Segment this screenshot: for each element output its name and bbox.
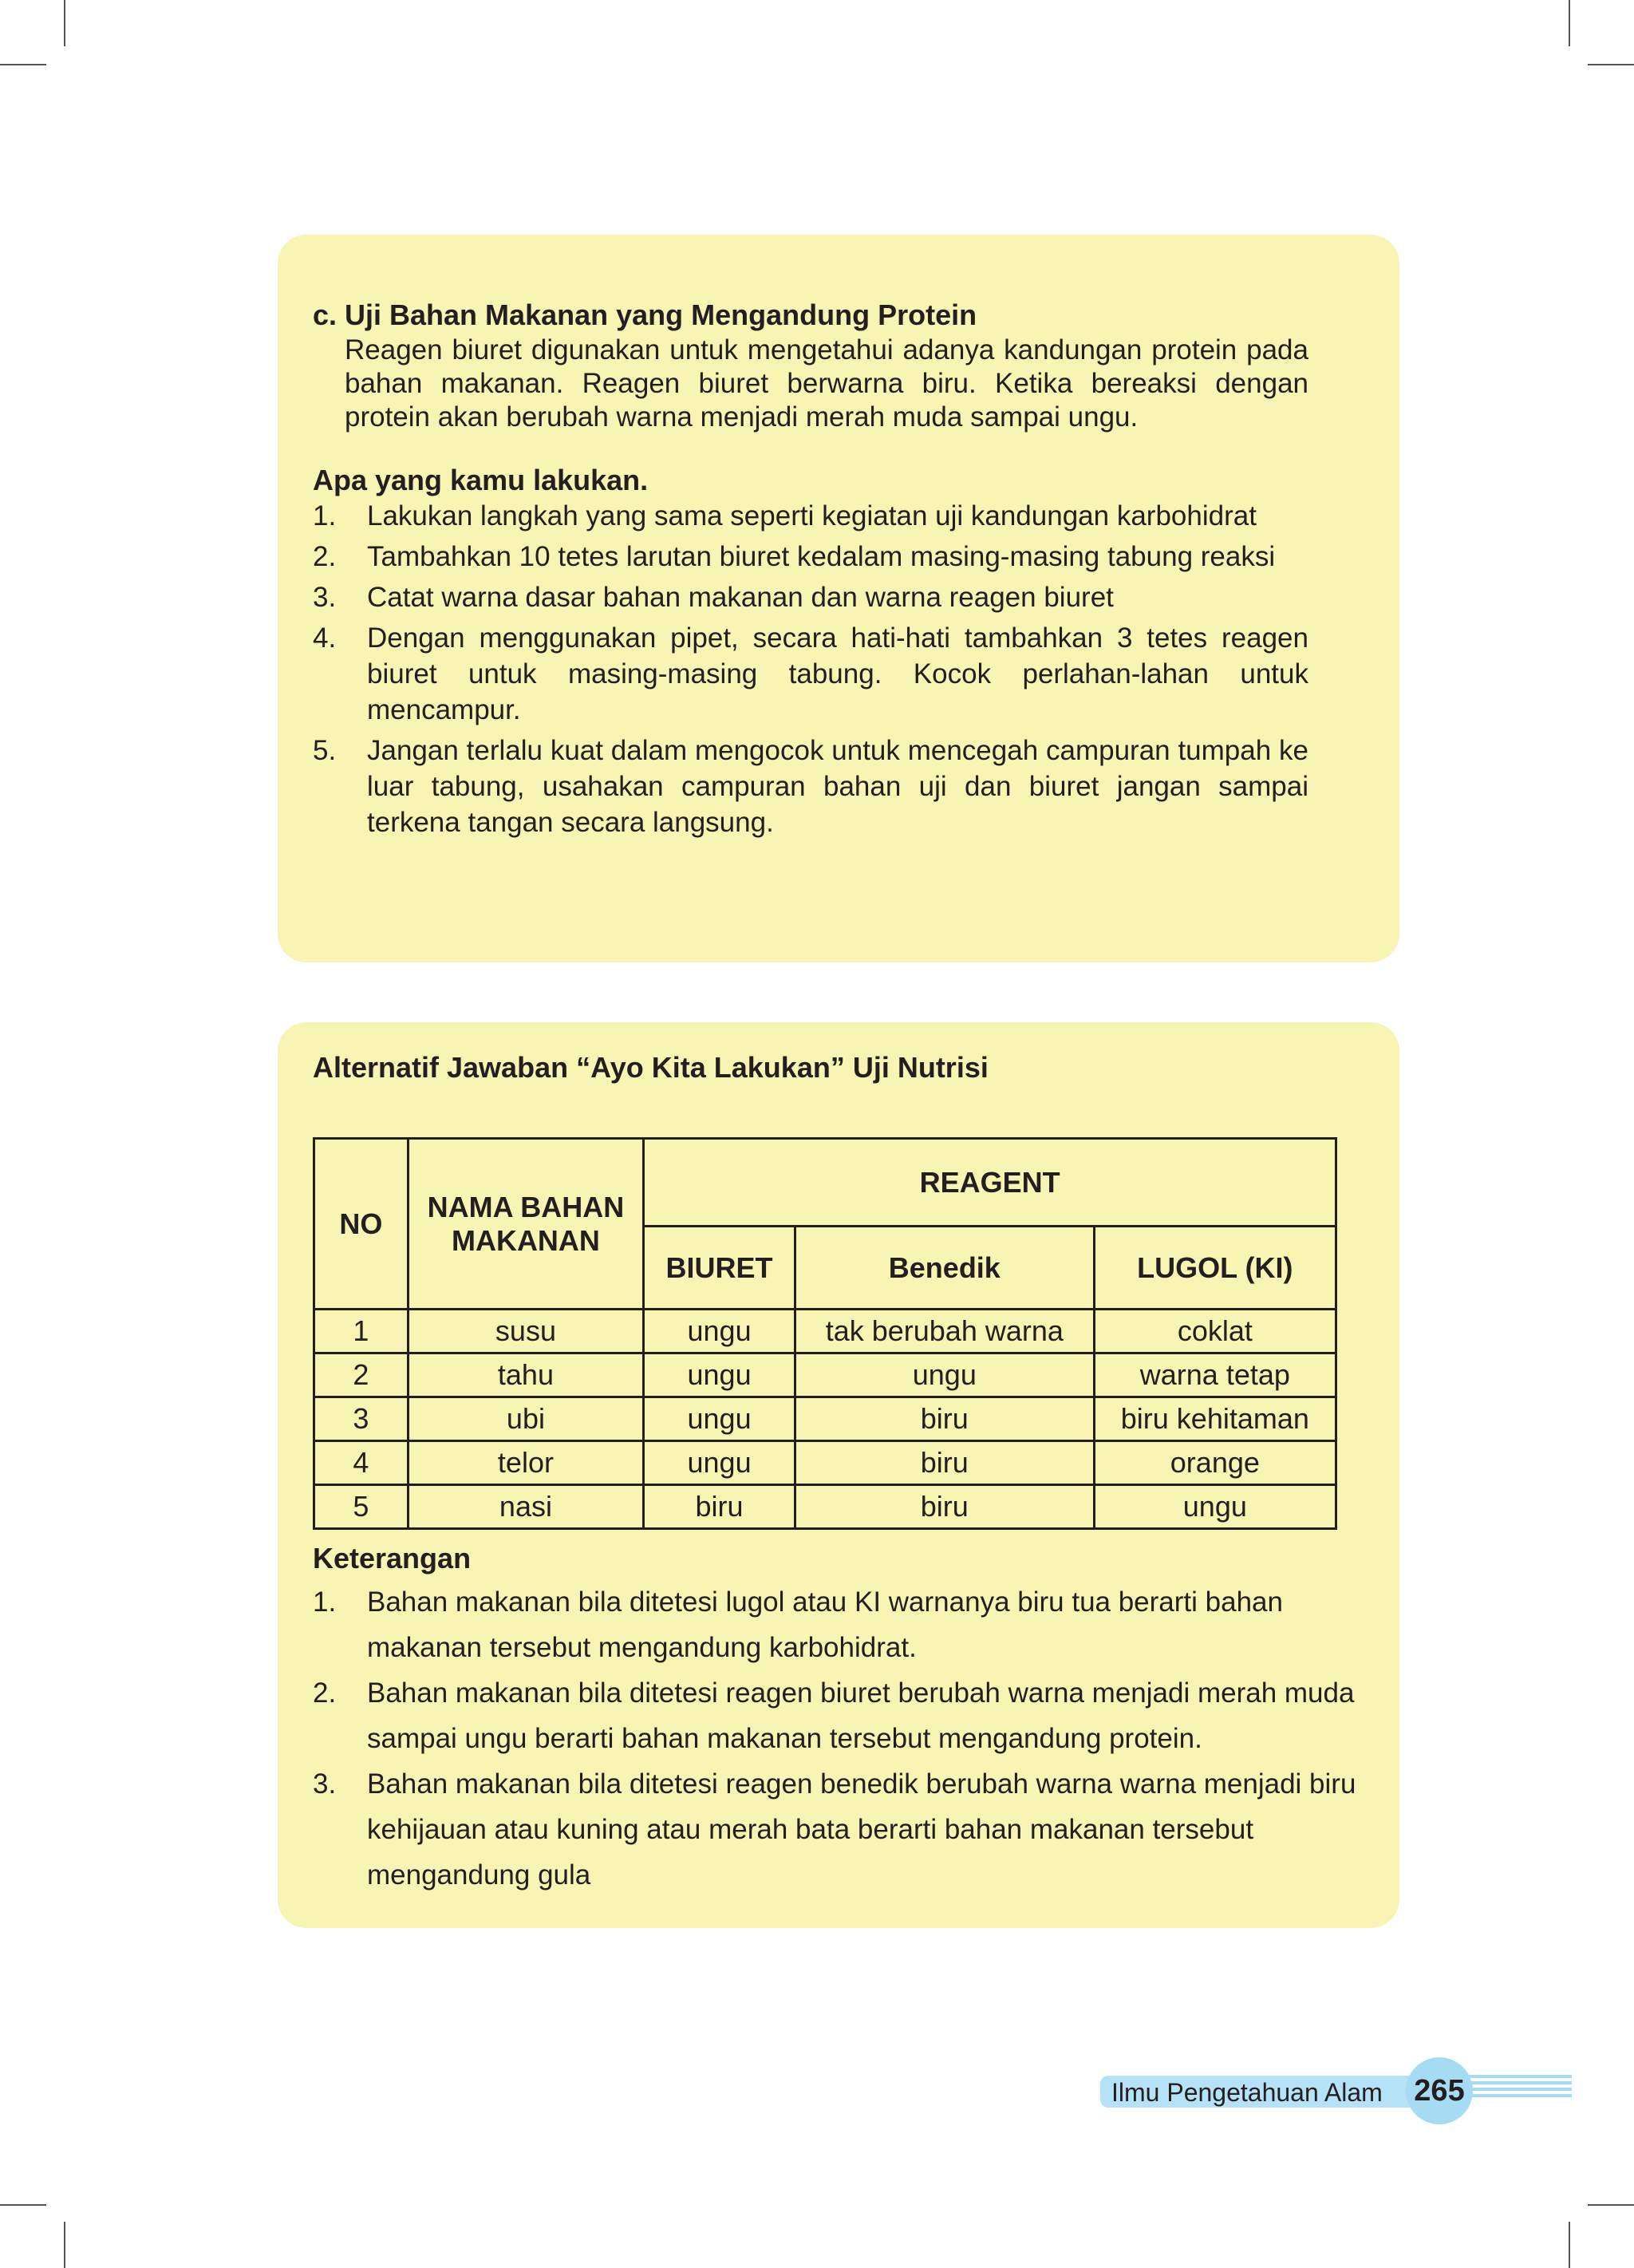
- page-number: 265: [1406, 2057, 1473, 2124]
- note-number: 1.: [313, 1586, 337, 1618]
- cell-benedik: ungu: [795, 1353, 1094, 1397]
- table-row: [314, 1485, 1336, 1529]
- cell-lugol: coklat: [1094, 1310, 1336, 1353]
- notes-list: [313, 1579, 1374, 1898]
- crop-mark: [64, 2222, 65, 2268]
- list-item: [313, 620, 1308, 728]
- cell-nama: telor: [408, 1441, 643, 1485]
- cell-nama: tahu: [408, 1353, 643, 1397]
- cell-lugol: orange: [1094, 1441, 1336, 1485]
- list-item: [313, 1670, 1374, 1761]
- cell-biuret: ungu: [644, 1353, 795, 1397]
- cell-lugol: biru kehitaman: [1094, 1397, 1336, 1441]
- cell-biuret: biru: [644, 1485, 795, 1529]
- header-benedik: Benedik: [795, 1227, 1094, 1310]
- answer-title: Alternatif Jawaban “Ayo Kita Lakukan” Uji Nutrisi: [313, 1051, 989, 1084]
- section-title: c. Uji Bahan Makanan yang Mengandung Protein: [313, 298, 977, 331]
- step-number: 4.: [313, 622, 337, 654]
- nutrition-test-table: [313, 1137, 1337, 1530]
- crop-mark: [1569, 0, 1570, 46]
- header-no: NO: [314, 1139, 408, 1310]
- note-number: 3.: [313, 1768, 337, 1800]
- step-text: Lakukan langkah yang sama seperti kegiatan uji kandungan karbohidrat: [367, 500, 1257, 531]
- header-reagent: REAGENT: [644, 1139, 1336, 1227]
- procedure-steps: [313, 498, 1308, 845]
- step-text: Dengan menggunakan pipet, secara hati-hati tambahkan 3 tetes reagen biuret untuk masing-masing tabung. Kocok perlahan-lahan untuk mencampur.: [367, 622, 1308, 725]
- note-text: Bahan makanan bila ditetesi reagen biuret berubah warna menjadi merah muda sampai ungu berarti bahan makanan tersebut mengandung protein.: [367, 1677, 1355, 1754]
- cell-biuret: ungu: [644, 1310, 795, 1353]
- footer-subject: Ilmu Pengetahuan Alam: [1111, 2078, 1383, 2107]
- note-number: 2.: [313, 1677, 337, 1709]
- list-item: [313, 1579, 1374, 1670]
- footer-subject-tab: [1100, 2076, 1435, 2108]
- list-item: [313, 579, 1308, 615]
- answer-box: [278, 1022, 1399, 1928]
- crop-mark: [1588, 64, 1634, 65]
- cell-lugol: ungu: [1094, 1485, 1336, 1529]
- cell-nama: nasi: [408, 1485, 643, 1529]
- cell-no: 5: [314, 1485, 408, 1529]
- cell-no: 4: [314, 1441, 408, 1485]
- step-number: 2.: [313, 541, 337, 572]
- cell-no: 3: [314, 1397, 408, 1441]
- cell-no: 2: [314, 1353, 408, 1397]
- crop-mark: [1569, 2222, 1570, 2268]
- section-intro: Reagen biuret digunakan untuk mengetahui adanya kandungan protein pada bahan makanan. Reagen biuret berwarna biru. Ketika bereaksi dengan protein akan berubah warna menjadi merah muda sampai ungu.: [345, 334, 1308, 433]
- table-row: [314, 1310, 1336, 1353]
- crop-mark: [0, 64, 46, 65]
- crop-mark: [0, 2204, 46, 2206]
- cell-benedik: biru: [795, 1397, 1094, 1441]
- header-lugol: LUGOL (KI): [1094, 1227, 1336, 1310]
- step-text: Tambahkan 10 tetes larutan biuret kedalam masing-masing tabung reaksi: [367, 541, 1276, 572]
- list-item: [313, 498, 1308, 534]
- procedure-title: Apa yang kamu lakukan.: [313, 464, 649, 496]
- cell-nama: ubi: [408, 1397, 643, 1441]
- table-row: [314, 1397, 1336, 1441]
- note-text: Bahan makanan bila ditetesi reagen benedik berubah warna warna menjadi biru kehijauan atau kuning atau merah bata berarti bahan makanan tersebut mengandung gula: [367, 1768, 1356, 1891]
- notes-title: Keterangan: [313, 1542, 472, 1575]
- cell-no: 1: [314, 1310, 408, 1353]
- protein-test-box: [278, 235, 1399, 962]
- step-number: 3.: [313, 582, 337, 613]
- table-row: [314, 1441, 1336, 1485]
- cell-biuret: ungu: [644, 1397, 795, 1441]
- cell-lugol: warna tetap: [1094, 1353, 1336, 1397]
- list-item: [313, 733, 1308, 840]
- cell-benedik: tak berubah warna: [795, 1310, 1094, 1353]
- cell-biuret: ungu: [644, 1441, 795, 1485]
- crop-mark: [64, 0, 65, 46]
- cell-benedik: biru: [795, 1485, 1094, 1529]
- table-row: [314, 1353, 1336, 1397]
- cell-nama: susu: [408, 1310, 643, 1353]
- step-number: 1.: [313, 500, 337, 531]
- header-biuret: BIURET: [644, 1227, 795, 1310]
- cell-benedik: biru: [795, 1441, 1094, 1485]
- step-text: Jangan terlalu kuat dalam mengocok untuk mencegah campuran tumpah ke luar tabung, usahakan campuran bahan uji dan biuret jangan sampai terkena tangan secara langsung.: [367, 735, 1308, 838]
- list-item: [313, 539, 1308, 575]
- list-item: [313, 1761, 1374, 1898]
- header-nama-bahan: NAMA BAHAN MAKANAN: [408, 1139, 643, 1310]
- crop-mark: [1588, 2204, 1634, 2206]
- step-text: Catat warna dasar bahan makanan dan warna reagen biuret: [367, 582, 1114, 613]
- note-text: Bahan makanan bila ditetesi lugol atau KI warnanya biru tua berarti bahan makanan tersebut mengandung karbohidrat.: [367, 1586, 1283, 1663]
- step-number: 5.: [313, 735, 337, 766]
